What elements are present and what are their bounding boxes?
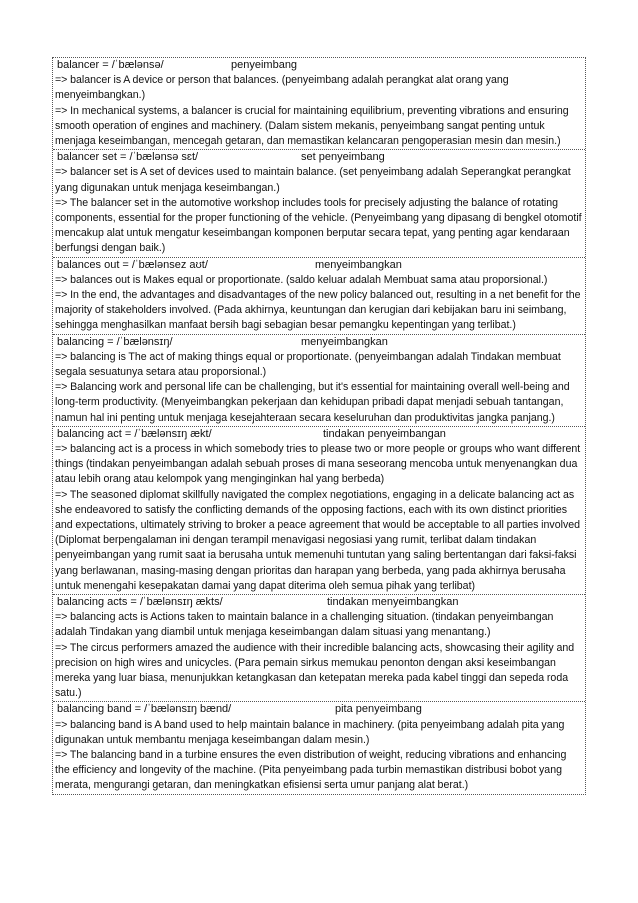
entry-translation: menyeimbangkan (301, 335, 388, 348)
entry-definition: => balancing acts is Actions taken to maintain balance in a challenging situation. (tindakan penyeimbangan adalah Tindakan yang diambil untuk menjaga keseimbangan dalam situasi yang menantang.) (55, 611, 554, 639)
glossary-entry (53, 150, 585, 257)
entry-definition: => balancer set is A set of devices used to maintain balance. (set penyeimbang adalah Seperangkat perangkat yang digunakan untuk menjaga keseimbangan.) (55, 166, 571, 194)
glossary-entry (53, 58, 585, 150)
entry-header (55, 595, 583, 610)
entry-translation: menyeimbangkan (315, 258, 402, 271)
entry-example: => The balancing band in a turbine ensures the even distribution of weight, reducing vibrations and enhancing the efficiency and longevity of the machine. (Pita penyeimbang pada turbin memastikan distribusi bobot yang merata, mengurangi getaran, dan meningkatkan efisiensi serta umur panjang alat berat.) (55, 749, 567, 792)
entry-definition: => balancing act is a process in which somebody tries to please two or more people or groups who want different things (tindakan penyeimbangan adalah sebuah proses di mana seseorang mencoba untuk menyenangkan dua atau lebih orang atau kelompok yang menginginkan hal yang berbeda) (55, 443, 581, 486)
entry-definition: => balancing band is A band used to help maintain balance in machinery. (pita penyeimbang adalah pita yang digunakan untuk membantu menjaga keseimbangan dalam mesin.) (55, 718, 565, 746)
entry-example: => The balancer set in the automotive workshop includes tools for precisely adjusting the balance of rotating components, essential for the proper functioning of the vehicle. (Penyeimbang yang dipasang di bengkel otomotif mencakup alat untuk mengatur keseimbangan komponen berputar secara tepat, yang penting agar kendaraan berfungsi dengan baik.) (55, 196, 582, 255)
glossary-entry (53, 702, 585, 793)
entry-example: => The circus performers amazed the audience with their incredible balancing acts, showcasing their agility and precision on high wires and unicycles. (Para pemain sirkus memukau penonton dengan aksi keseimbangan mereka yang luar biasa, menunjukkan ketangkasan dan ketepatan mereka pada kabel tinggi dan sepeda roda satu.) (55, 641, 575, 700)
entry-term: balancing = /ˈbælənsɪŋ/ (57, 335, 173, 348)
entry-header (55, 702, 583, 717)
entry-translation: penyeimbang (231, 59, 298, 71)
entry-term: balancing act = /ˈbælənsɪŋ ækt/ (57, 427, 212, 440)
entry-translation: tindakan menyeimbangkan (327, 596, 459, 609)
entry-header (55, 258, 583, 273)
entry-header (55, 58, 583, 73)
entry-example: => The seasoned diplomat skillfully navigated the complex negotiations, engaging in a delicate balancing act as she endeavored to satisfy the conflicting demands of the opposing factions, each with its own distinct priorities and expectations, ultimately striving to broker a peace agreement that would be acceptable to all parties involved (Diplomat berpengalaman ini dengan terampil menavigasi negosiasi yang rumit, terlibat dalam tindakan penyeimbangan yang rumit saat ia berusaha untuk memenuhi tuntutan yang saling bertentangan dari faksi-faksi yang berlawanan, masing-masing dengan prioritas dan harapan yang berbeda, yang pada akhirnya berusaha untuk menengahi kesepakatan damai yang dapat diterima oleh semua pihak yang terlibat) (55, 488, 581, 592)
entry-term: balancer = /ˈbælənsə/ (57, 59, 164, 71)
entry-definition: => balancer is A device or person that balances. (penyeimbang adalah perangkat alat orang yang menyeimbangkan.) (55, 74, 509, 102)
glossary-entry (53, 427, 585, 595)
entry-header (55, 335, 583, 350)
entry-term: balancer set = /ˈbælənsə sɛt/ (57, 151, 199, 164)
entry-example: => In the end, the advantages and disadvantages of the new policy balanced out, resulting in a net benefit for the majority of stakeholders involved. (Pada akhirnya, keuntungan dan kerugian dari kebijakan baru ini seimbang, sehingga menghasilkan manfaat bersih bagi sebagian besar pemangku kepentingan yang terlibat.) (55, 289, 581, 332)
entry-translation: tindakan penyeimbangan (323, 427, 446, 440)
entry-term: balances out = /ˈbælənsez aʊt/ (57, 258, 208, 271)
entry-translation: pita penyeimbang (335, 703, 422, 716)
entry-header (55, 427, 583, 442)
glossary-entry (53, 335, 585, 427)
entry-example: => Balancing work and personal life can be challenging, but it's essential for maintaining overall well-being and long-term productivity. (Menyeimbangkan pekerjaan dan kehidupan pribadi dapat menjadi sebuah tantangan, namun hal ini penting untuk menjaga kesejahteraan secara keseluruhan dan produktivitas jangka panjang.) (55, 381, 570, 424)
entry-term: balancing acts = /ˈbælənsɪŋ ækts/ (57, 596, 223, 609)
entry-definition: => balances out is Makes equal or proportionate. (saldo keluar adalah Membuat sama atau proporsional.) (55, 273, 548, 286)
glossary-table (52, 57, 586, 795)
glossary-entry (53, 595, 585, 702)
entry-term: balancing band = /ˈbælənsɪŋ bænd/ (57, 703, 232, 716)
entry-definition: => balancing is The act of making things equal or proportionate. (penyeimbangan adalah Tindakan membuat segala sesuatunya setara atau proporsional.) (55, 350, 561, 378)
entry-header (55, 150, 583, 165)
glossary-entry (53, 258, 585, 335)
entry-example: => In mechanical systems, a balancer is crucial for maintaining equilibrium, preventing vibrations and ensuring smooth operation of engines and machinery. (Dalam sistem mekanis, penyeimbang sangat penting untuk menjaga keseimbangan, mencegah getaran, dan memastikan kelancaran pengoperasian mesin dan mesin.) (55, 104, 569, 147)
entry-translation: set penyeimbang (301, 151, 385, 164)
